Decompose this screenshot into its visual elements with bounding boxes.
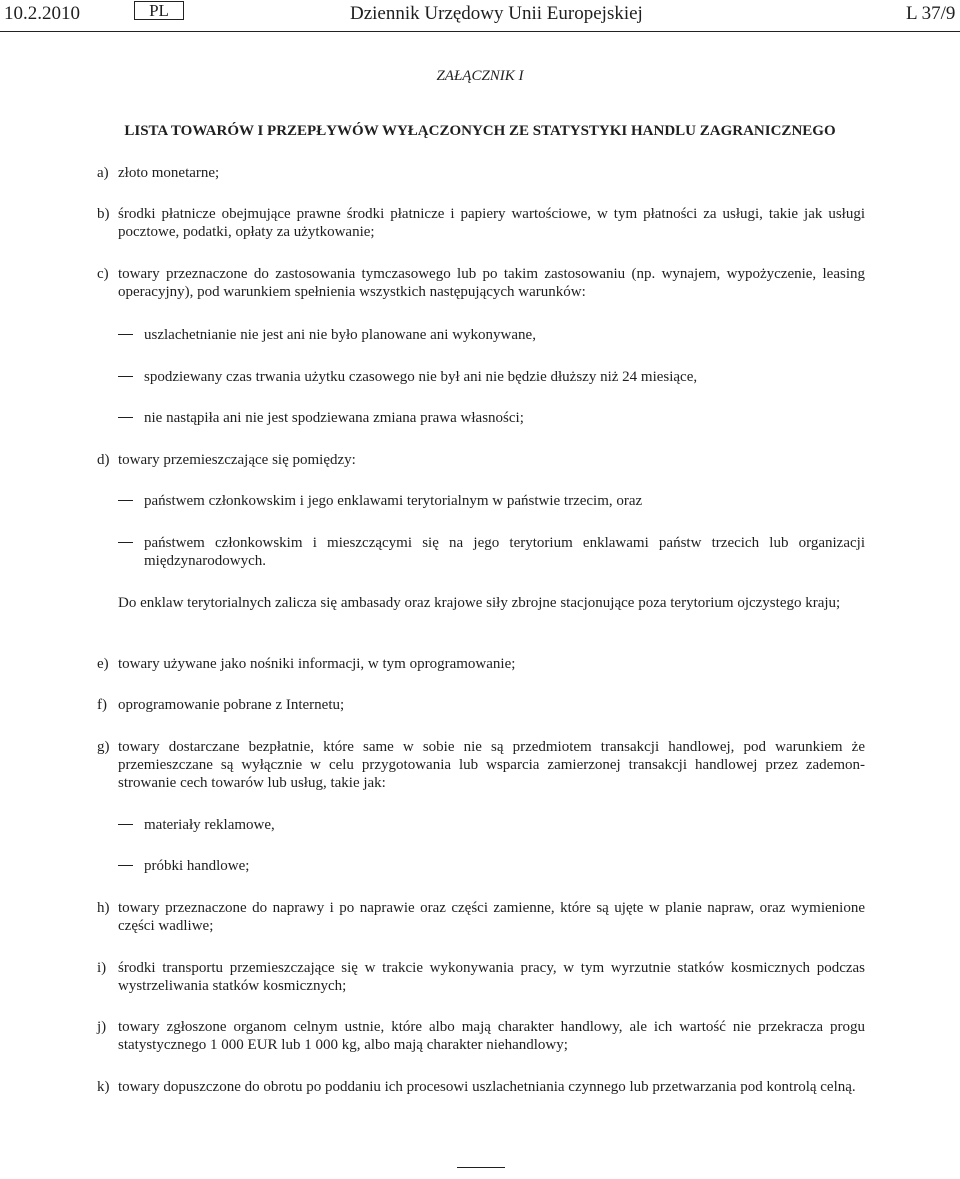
dash-text: uszlachetnianie nie jest ani nie było planowane ani wykonywane, <box>144 327 536 343</box>
list-item-d <box>97 451 865 469</box>
item-label: i) <box>97 960 107 976</box>
item-text: towary dopuszczone do obrotu po poddaniu ich procesowi uszlachetniania czynnego lub przetwarzania pod kontrolą celną. <box>118 1079 856 1095</box>
item-text: towary dostarczane bezpłatnie, które same w sobie nie są przedmiotem transakcji handlowej, pod warunkiem że przemieszczane są wyłącznie w celu przygotowania lub wsparcia zamierzonej transakcji handlowej przez zademonstrowanie cech towarów lub usług, takie jak: <box>118 739 865 791</box>
dash-item <box>118 492 865 510</box>
dash-marker <box>118 500 133 501</box>
list-item-a <box>97 164 865 182</box>
dash-item <box>118 368 865 386</box>
item-label: f) <box>97 697 107 713</box>
publication-date: 10.2.2010 <box>4 3 80 24</box>
item-text: towary zgłoszone organom celnym ustnie, które albo mają charakter handlowy, ale ich wartość nie przekracza progu statystycznego 1 000 EUR lub 1 000 kg, albo mają charakter niehandlowy; <box>118 1019 865 1053</box>
dash-item <box>118 326 865 344</box>
dash-text: państwem członkowskim i mieszczącymi się na jego terytorium enklawami państw trzecich lub organizacji międzynarodowych. <box>144 535 865 569</box>
list-item-k <box>97 1078 865 1096</box>
item-text: środki płatnicze obejmujące prawne środki płatnicze i papiery wartościowe, w tym płatności za usługi, takie jak usługi pocztowe, podatki, opłaty za użytkowanie; <box>118 206 865 240</box>
item-text: złoto monetarne; <box>118 165 220 181</box>
item-text: towary przemieszczające się pomiędzy: <box>118 452 356 468</box>
item-label: d) <box>97 452 110 468</box>
journal-header <box>0 0 960 32</box>
list-title: LISTA TOWARÓW I PRZEPŁYWÓW WYŁĄCZONYCH ZE STATYSTYKI HANDLU ZAGRANICZNEGO <box>124 123 836 139</box>
journal-title: Dziennik Urzędowy Unii Europejskiej <box>350 3 643 24</box>
dash-marker <box>118 542 133 543</box>
item-label: a) <box>97 165 109 181</box>
list-item-j <box>97 1018 865 1054</box>
list-item-h <box>97 899 865 935</box>
list-item-i <box>97 959 865 995</box>
page-reference: L 37/9 <box>906 3 956 24</box>
dash-marker <box>118 824 133 825</box>
footer-divider <box>457 1167 505 1168</box>
dash-text: spodziewany czas trwania użytku czasowego nie był ani nie będzie dłuższy niż 24 miesiące, <box>144 369 698 385</box>
dash-item <box>118 857 865 875</box>
item-label: h) <box>97 900 110 916</box>
language-badge: PL <box>134 1 184 20</box>
list-item-c <box>97 265 865 301</box>
dash-marker <box>118 417 133 418</box>
dash-text: państwem członkowskim i jego enklawami terytorialnym w państwie trzecim, oraz <box>144 493 643 509</box>
item-label: c) <box>97 266 109 282</box>
enclave-note: Do enklaw terytorialnych zalicza się ambasady oraz krajowe siły zbrojne stacjonujące poza terytorium ojczystego kraju; <box>118 595 841 611</box>
list-item-g <box>97 738 865 792</box>
list-item-b <box>97 205 865 241</box>
dash-marker <box>118 376 133 377</box>
item-label: g) <box>97 739 110 755</box>
dash-marker <box>118 334 133 335</box>
item-label: j) <box>97 1019 107 1035</box>
list-item-e <box>97 655 865 673</box>
item-text: towary przeznaczone do naprawy i po naprawie oraz części zamienne, które są ujęte w planie napraw, oraz wymienione części wadliwe; <box>118 900 865 934</box>
dash-text: materiały reklamowe, <box>144 817 275 833</box>
item-text: towary przeznaczone do zastosowania tymczasowego lub po takim zastosowaniu (np. wynajem, wypożyczenie, leasing operacyjny), pod warunkiem spełnienia wszystkich następujących warunków: <box>118 266 865 300</box>
dash-marker <box>118 865 133 866</box>
dash-item <box>118 816 865 834</box>
item-text: środki transportu przemieszczające się w trakcie wykonywania pracy, w tym wyrzutnie statków kosmicznych podczas wystrzeliwania statków kosmicznych; <box>118 960 865 994</box>
item-label: b) <box>97 206 110 222</box>
item-label: e) <box>97 656 109 672</box>
item-text: oprogramowanie pobrane z Internetu; <box>118 697 345 713</box>
dash-item <box>118 534 865 570</box>
list-item-f <box>97 696 865 714</box>
annex-title: ZAŁĄCZNIK I <box>436 68 524 84</box>
item-text: towary używane jako nośniki informacji, w tym oprogramowanie; <box>118 656 516 672</box>
dash-text: próbki handlowe; <box>144 858 250 874</box>
item-label: k) <box>97 1079 110 1095</box>
dash-item <box>118 409 865 427</box>
dash-text: nie nastąpiła ani nie jest spodziewana zmiana prawa własności; <box>144 410 524 426</box>
